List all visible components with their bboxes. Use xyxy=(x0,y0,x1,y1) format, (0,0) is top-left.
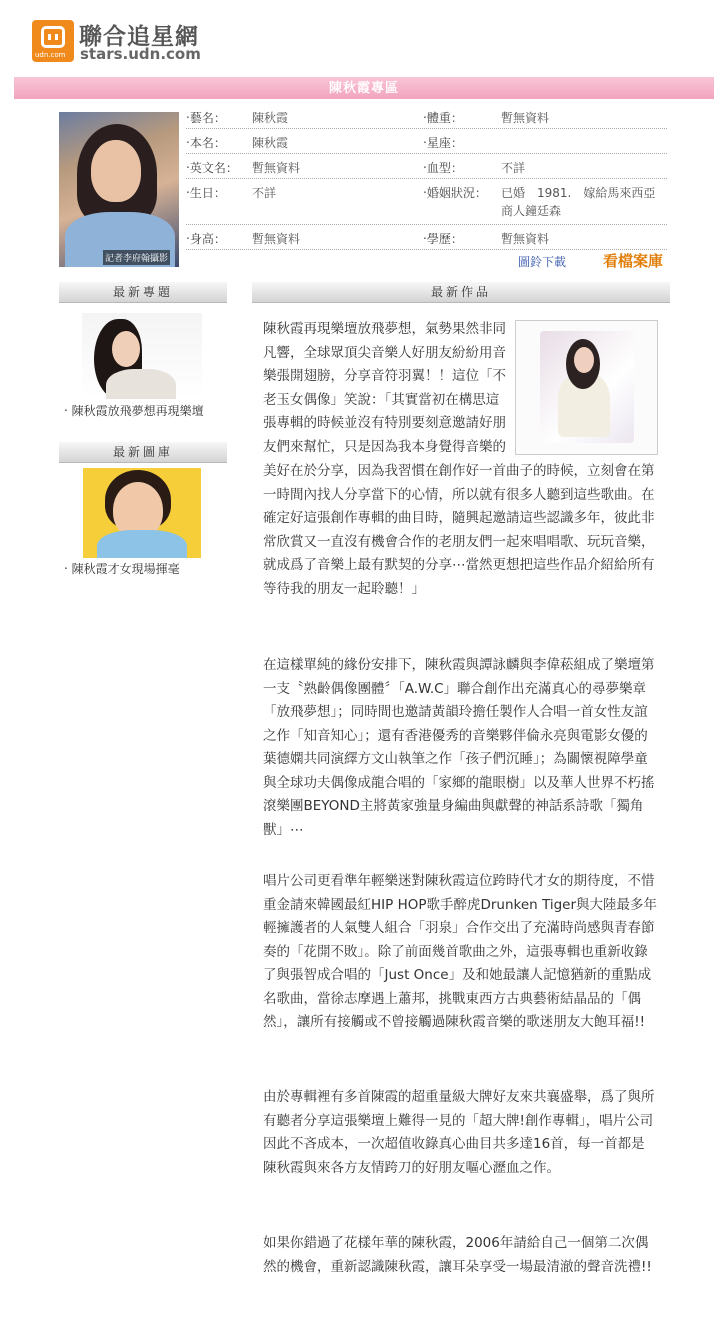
weight-label: ‧體重： xyxy=(423,111,463,125)
artist-photo xyxy=(59,112,179,267)
info-row xyxy=(186,179,667,225)
real-name-value: 陳秋霞 xyxy=(252,136,289,150)
article-paragraph-3: 唱片公司更看準年輕樂迷對陳秋霞這位跨時代才女的期待度，不惜重金請來韓國最紅HIP HOP歌手醉虎Drunken Tiger與大陸最多年輕擁護者的人氣雙人組合「羽泉」合作交出了充滿時尚感與青春節奏的「花開不敗」。除了前面幾首歌曲之外，這張專輯也重新收錄了與張智成合唱的「Just Once」及和她最讓人記憶猶新的重點成名歌曲，當徐志摩遇上蕭邦，挑戰東西方古典藝術結晶品的「偶然」，讓所有接觸或不曾接觸過陳秋霞音樂的歌迷朋友大飽耳福!! xyxy=(263,873,658,1030)
marital-status-label: ‧婚姻狀況： xyxy=(423,186,487,200)
plug-logo-icon xyxy=(32,20,74,62)
page-title: 陳秋霞專區 xyxy=(328,81,399,96)
birthday-value: 不詳 xyxy=(252,186,277,200)
album-cover-image xyxy=(515,320,658,455)
archive-link[interactable]: 看檔案庫 xyxy=(603,252,664,270)
height-label: ‧身高： xyxy=(186,232,226,246)
article-paragraph-4: 由於專輯裡有多首陳霞的超重量級大牌好友來共襄盛舉，爲了與所有聽者分享這張樂壇上難得一見的「超大牌!創作專輯」，唱片公司因此不吝成本，一次超值收錄真心曲目共多達16首，每一首都是陳秋霞與來各方友情跨刀的好朋友嘔心瀝血之作。 xyxy=(263,1089,655,1176)
info-row xyxy=(186,129,667,154)
education-value: 暫無資料 xyxy=(501,232,550,246)
latest-topic-link[interactable]: ‧ 陳秋霞放飛夢想再現樂壇 xyxy=(64,404,204,418)
education-label: ‧學歷： xyxy=(423,232,463,246)
stage-name-value: 陳秋霞 xyxy=(252,111,289,125)
article-paragraph-1-top: 陳秋霞再現樂壇放飛夢想，氣勢果然非同凡響，全球眾頂尖音樂人好朋友紛紛用音樂張開翅膀，分享音符羽翼！！這位「不老玉女偶像」笑說：「其實當初在構思這張專輯的時候並沒有特別要刻意邀請好朋友們來幫忙，只是因為我本身覺得音樂的 xyxy=(263,321,506,455)
latest-works-title: 最新作品 xyxy=(430,285,491,299)
weight-value: 暫無資料 xyxy=(501,111,550,125)
latest-works-header xyxy=(252,282,670,303)
page-title-bar xyxy=(14,77,714,99)
latest-topic-image[interactable] xyxy=(82,313,202,399)
blood-type-value: 不詳 xyxy=(501,161,526,175)
ringtone-download-link[interactable]: 圖鈴下載 xyxy=(518,255,567,269)
latest-topics-header xyxy=(59,282,227,303)
logo-badge-text: udn.com xyxy=(35,51,66,59)
latest-gallery-title: 最新圖庫 xyxy=(112,445,173,459)
article-paragraph-1-bottom: 美好在於分享，因為我習慣在創作好一首曲子的時候，立刻會在第一時間內找人分享當下的心情，所以就有很多人聽到這些歌曲。在確定好這張創作專輯的曲目時，隨興起邀請這些認識多年，彼此非常欣賞又一直沒有機會合作的老朋友們一起來唱唱歌、玩玩音樂，就成爲了音樂上最有默契的分享⋯當然更想把這些作品介紹給所有等待我的朋友一起聆聽！」 xyxy=(263,463,655,597)
latest-gallery-image[interactable] xyxy=(83,468,201,558)
photo-caption: 記者李府翰攝影 xyxy=(103,250,170,265)
logo-brand-cn: 聯合追星網 xyxy=(79,24,199,50)
blood-type-label: ‧血型： xyxy=(423,161,463,175)
latest-gallery-link[interactable]: ‧ 陳秋霞才女現場揮毫 xyxy=(64,562,180,576)
latest-gallery-header xyxy=(59,442,227,463)
real-name-label: ‧本名： xyxy=(186,136,226,150)
site-logo[interactable] xyxy=(32,18,212,64)
info-row xyxy=(186,154,667,179)
article-paragraph-5: 如果你錯過了花樣年華的陳秋霞，2006年請給自己一個第二次偶然的機會，重新認識陳秋霞，讓耳朵享受一場最清澈的聲音洗禮!! xyxy=(263,1235,652,1275)
birthday-label: ‧生日： xyxy=(186,186,226,200)
info-row xyxy=(186,225,667,250)
logo-brand-en: stars.udn.com xyxy=(80,45,201,63)
english-name-value: 暫無資料 xyxy=(252,161,301,175)
zodiac-label: ‧星座： xyxy=(423,136,463,150)
latest-topics-title: 最新專題 xyxy=(112,285,173,299)
info-row xyxy=(186,104,667,129)
article-paragraph-2: 在這樣單純的緣份安排下，陳秋霞與譚詠麟與李偉菘組成了樂壇第一支〝熟齡偶像團體〞「A.W.C」聯合創作出充滿真心的尋夢樂章「放飛夢想」；同時間也邀請黃韻玲擔任製作人合唱一首女性友誼之作「知音知心」；還有香港優秀的音樂夥伴倫永亮與電影女優的葉德嫻共同演繹方文山執筆之作「孩子們沉睡」；為關懷視障學童與全球功夫偶像成龍合唱的「家鄉的龍眼樹」以及華人世界不朽搖滾樂團BEYOND主將黃家強量身編曲與獻聲的神話系詩歌「獨角獸」⋯ xyxy=(263,657,655,838)
height-value: 暫無資料 xyxy=(252,232,301,246)
marital-status-value: 已婚 1981. 嫁給馬來西亞商人鐘廷森 xyxy=(501,186,656,218)
stage-name-label: ‧藝名： xyxy=(186,111,226,125)
english-name-label: ‧英文名： xyxy=(186,161,238,175)
